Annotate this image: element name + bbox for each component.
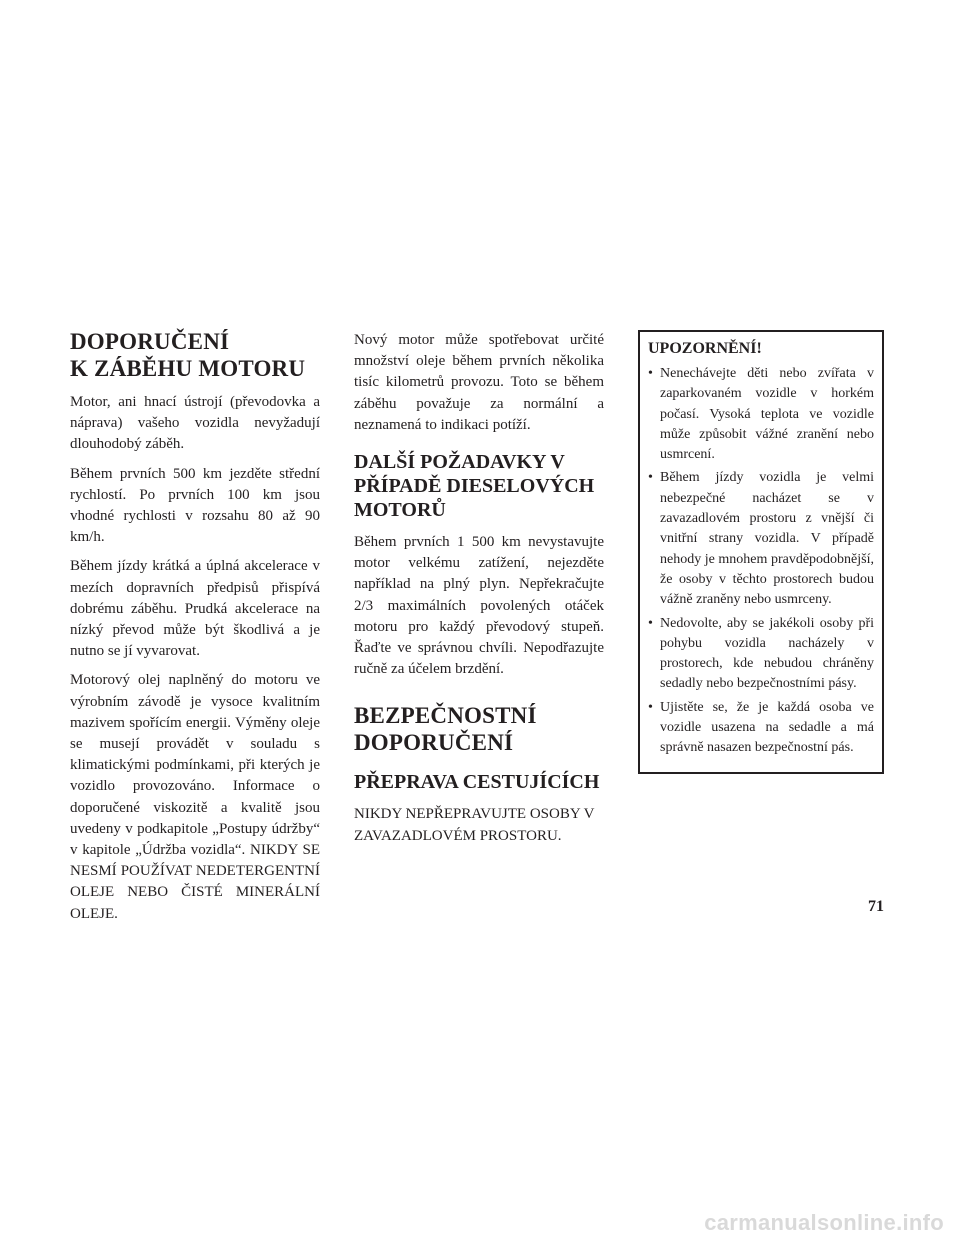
warning-item-text: Nedovolte, aby se jakékoli osoby při pohybu vozidla nacházely v prostorech, kde nebudou chráněny sedadly nebo bezpečnostními pásy. (660, 615, 874, 692)
paragraph: NIKDY NEPŘEPRAVUJTE OSOBY V ZAVAZADLOVÉM PROSTORU. (354, 806, 595, 844)
column-1 (70, 328, 320, 933)
heading-line: PŘÍPADĚ DIESELOVÝCH (354, 475, 595, 498)
heading-diesel-requirements (354, 450, 604, 522)
heading-line: BEZPEČNOSTNÍ (354, 703, 537, 729)
warning-item (648, 364, 874, 465)
heading-passenger-transport: PŘEPRAVA CESTUJÍCÍCH (354, 771, 600, 794)
bullet: • (648, 470, 653, 486)
warning-item-text: Ujistěte se, že je každá osoba ve vozidle usazena na sedadle a má správně nasazen bezpečnostní pás. (660, 699, 874, 756)
heading-line: DOPORUČENÍ (70, 329, 230, 354)
warning-item (648, 698, 874, 759)
paragraph: Během prvních 1 500 km nevystavujte motor velkému zatížení, nejezděte například na plný plyn. Nepřekračujte 2/3 maximálních povolených otáček motoru pro každý převodový stupeň. Řaďte ve správnou chvíli. Nepodřazujte ručně za účelem brzdění. (354, 534, 604, 678)
page-number: 71 (868, 898, 884, 915)
watermark: carmanualsonline.info (704, 1210, 944, 1235)
warning-item (648, 468, 874, 610)
heading-line: DOPORUČENÍ (354, 730, 514, 756)
column-3 (638, 330, 884, 774)
warning-list (648, 364, 874, 759)
warning-item-text: Během jízdy vozidla je velmi nebezpečné nacházet se v zavazadlovém prostoru z vnější či vnitřní strany vozidla. V případě nehody je mnohem pravděpodobnější, že osoby v těchto prostorech budou vážně zraněny nebo usmrceny. (660, 470, 874, 608)
paragraph: Během prvních 500 km jezděte střední rychlostí. Po prvních 100 km jsou vhodné rychlosti v rozsahu 80 až 90 km/h. (70, 465, 320, 546)
heading-line: DALŠÍ POŽADAVKY V (354, 451, 565, 474)
paragraph: Motorový olej naplněný do motoru ve výrobním závodě je vysoce kvalitním mazivem spořícím energii. Výměny oleje se musejí provádět v souladu s klimatickými podmínkami, při kterých je vozidlo provozováno. Informace o doporučené viskozitě a kvalitě jsou uvedeny v podkapitole „Postupy údržby“ v kapitole „Údržba vozidla“. NIKDY SE NESMÍ POUŽÍVAT NEDETERGENTNÍ OLEJE NEBO ČISTÉ MINERÁLNÍ OLEJE. (70, 672, 320, 922)
heading-line: MOTORŮ (354, 499, 446, 522)
paragraph: Během jízdy krátká a úplná akcelerace v mezích dopravních předpisů přispívá dobrému záběhu. Prudká akcelerace na nízký převod může být škodlivá a je nutno se jí vyvarovat. (70, 558, 320, 660)
bullet: • (648, 366, 653, 381)
heading-line: K ZÁBĚHU MOTORU (70, 356, 306, 381)
warning-item-text: Nenechávejte děti nebo zvířata v zaparkovaném vozidle v horkém počasí. Vysoká teplota ve vozidle může způsobit vážné zranění nebo usmrcení. (660, 366, 874, 463)
bullet: • (648, 615, 653, 631)
paragraph: Motor, ani hnací ústrojí (převodovka a náprava) vašeho vozidla nevyžadují dlouhodobý záběh. (70, 394, 320, 453)
paragraph: Nový motor může spotřebovat určité množství oleje během prvních několika tisíc kilometrů provozu. Toto se během záběhu považuje za normální a neznamená to indikaci potíží. (354, 332, 604, 433)
warning-title: UPOZORNĚNÍ! (648, 340, 762, 357)
warning-box (638, 330, 884, 774)
warning-item (648, 614, 874, 695)
column-2 (354, 330, 604, 855)
bullet: • (648, 699, 653, 715)
heading-safety-tips (354, 702, 604, 756)
heading-break-in (70, 328, 320, 382)
